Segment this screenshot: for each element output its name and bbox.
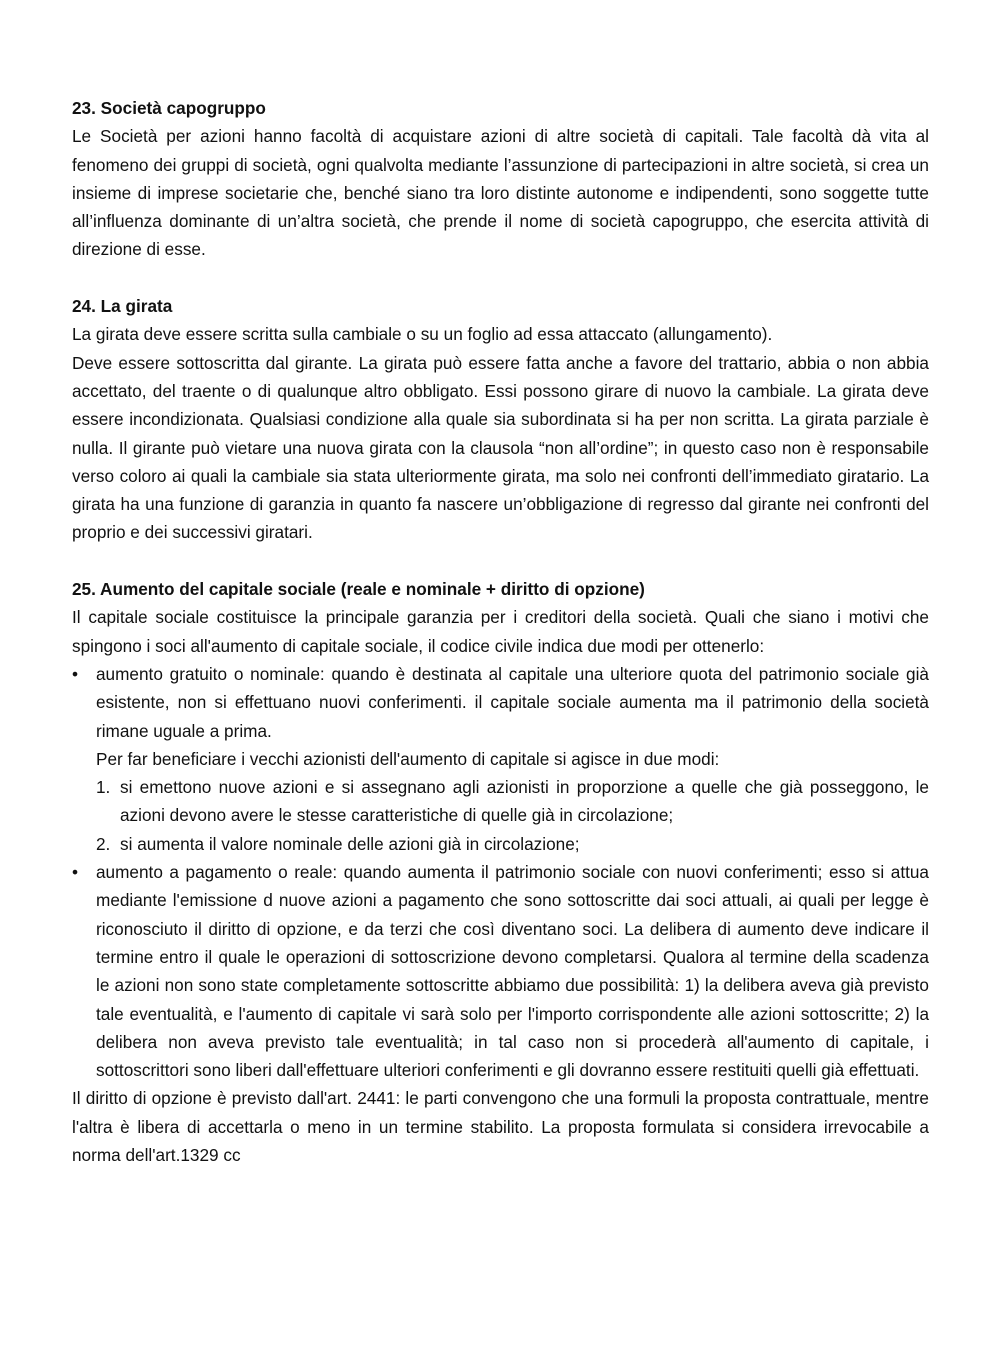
section-23 (72, 94, 929, 264)
numbered-list (96, 773, 929, 858)
document-page (72, 94, 929, 1198)
numbered-item-text: si emettono nuove azioni e si assegnano agli azionisti in proporzione a quelle che già posseggono, le azioni devono avere le stesse caratteristiche di quelle già in circolazione; (120, 777, 929, 826)
section-24 (72, 292, 929, 547)
list-item (72, 660, 929, 858)
list-item-text: aumento gratuito o nominale: quando è destinata al capitale una ulteriore quota del patrimonio sociale già esistente, non si effettuano nuovi conferimenti. il capitale sociale aumenta ma il patrimonio della società rimane uguale a prima. (96, 663, 929, 741)
section-heading: 23. Società capogruppo (72, 98, 266, 118)
list-item (72, 858, 929, 1084)
section-25 (72, 575, 929, 1169)
numbered-item-text: si aumenta il valore nominale delle azioni già in circolazione; (120, 833, 580, 854)
section-heading: 24. La girata (72, 296, 173, 317)
numbered-item (96, 830, 929, 858)
bullet-icon: • (72, 862, 79, 883)
paragraph: Deve essere sottoscritta dal girante. La girata può essere fatta anche a favore del trattario, abbia o non abbia accettato, del traente o di qualunque altro obbligato. Essi possono girare di nuovo la cambiale. La girata deve essere incondizionata. Qualsiasi condizione alla quale sia subordinata si ha per non scritta. La girata parziale è nulla. Il girante può vietare una nuova girata con la clausola “non all’ordine”; in questo caso non è responsabile verso coloro ai quali la cambiale sia stata ulteriormente girata, ma solo nei confronti dell’immediato giratario. La girata ha una funzione di garanzia in quanto fa nascere un’obbligazione di regresso dal girante nei confronti del proprio e dei successivi giratari. (72, 352, 929, 543)
list-item-subtext: Per far beneficiare i vecchi azionisti dell'aumento di capitale si agisce in due modi: (96, 748, 720, 769)
numbered-item (96, 773, 929, 830)
paragraph: Il diritto di opzione è previsto dall'art. 2441: le parti convengono che una formuli la proposta contrattuale, mentre l'altra è libera di accettarla o meno in un termine stabilito. La proposta formulata si considera irrevocabile a norma dell'art.1329 cc (72, 1088, 929, 1165)
item-number: 1. (96, 777, 111, 798)
paragraph: La girata deve essere scritta sulla cambiale o su un foglio ad essa attaccato (allungamento). (72, 324, 773, 345)
bullet-list (72, 660, 929, 1084)
list-item-text: aumento a pagamento o reale: quando aumenta il patrimonio sociale con nuovi conferimenti; esso si attua mediante l'emissione d nuove azioni a pagamento che sono sottoscritte dai soci attuali, ai quali per legge è riconosciuto il diritto di opzione, e da terzi che così diventano soci. La delibera di aumento deve indicare il termine entro il quale le operazioni di sottoscrizione devono completarsi. Qualora al termine della scadenza le azioni non sono state completamente sottoscritte abbiamo due possibilità: 1) la delibera aveva già previsto tale eventualità, e l'aumento di capitale vi sarà solo per l'importo corrispondente alle azioni sottoscritte; 2) la delibera non aveva previsto tale eventualità; in tal caso non si procederà all'aumento di capitale, i sottoscrittori sono liberi dall'effettuare ulteriori conferimenti e gli dovranno essere restituiti quelli già effettuati. (96, 862, 929, 1081)
section-heading: 25. Aumento del capitale sociale (reale e nominale + diritto di opzione) (72, 579, 645, 600)
paragraph: Il capitale sociale costituisce la principale garanzia per i creditori della società. Quali che siano i motivi che spingono i soci all'aumento di capitale sociale, il codice civile indica due modi per ottenerlo: (72, 607, 929, 656)
item-number: 2. (96, 833, 111, 854)
paragraph: Le Società per azioni hanno facoltà di acquistare azioni di altre società di capitali. Tale facoltà dà vita al fenomeno dei gruppi di società, ogni qualvolta mediante l’assunzione di partecipazioni in altre società, si crea un insieme di imprese societarie che, benché siano tra loro distinte autonome e indipendenti, sono soggette tutte all’influenza dominante di un’altra società, che prende il nome di società capogruppo, che esercita attività di direzione di esse. (72, 126, 929, 260)
bullet-icon: • (72, 663, 79, 684)
